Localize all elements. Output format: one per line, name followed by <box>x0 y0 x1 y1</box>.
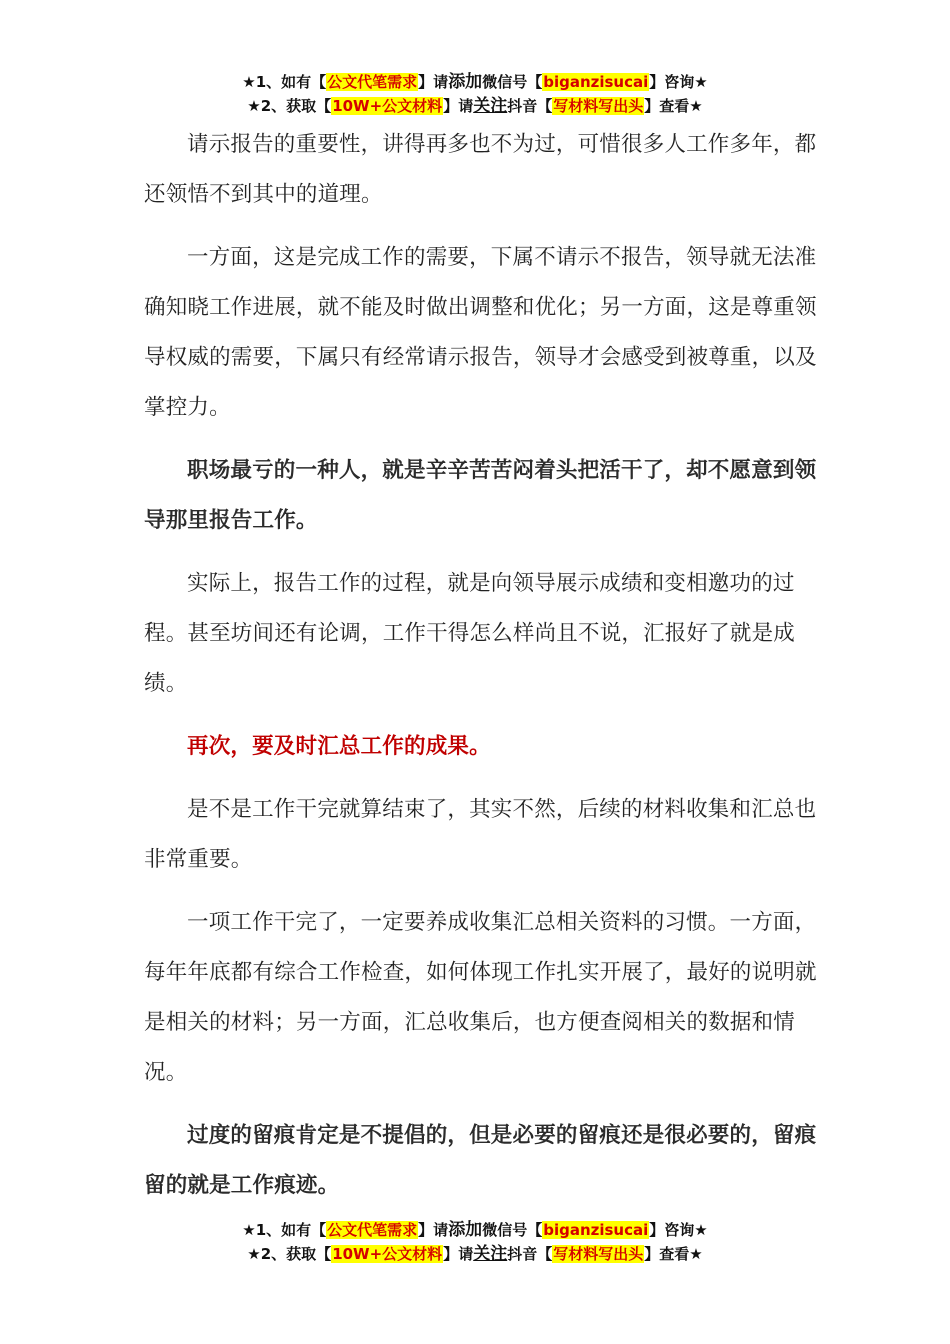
article-body <box>144 120 834 1211</box>
highlight-ghostwriting: 公文代笔需求 <box>327 1221 418 1239</box>
paragraph-4: 实际上，报告工作的过程，就是向领导展示成绩和变相邀功的过程。甚至坊间还有论调，工作干得怎么样尚且不说，汇报好了就是成绩。 <box>144 571 796 696</box>
highlight-materials: 10W+公文材料 <box>332 1245 443 1263</box>
paragraph-3-emphasis: 职场最亏的一种人，就是辛辛苦苦闷着头把活干了，却不愿意到领导那里报告工作。 <box>144 458 817 533</box>
highlight-douyin-account: 写材料写出头 <box>553 1245 644 1263</box>
footer-promo-line-2: ★2、获取【10W+公文材料】请关注抖音【写材料写出头】查看★ <box>247 1244 703 1264</box>
footer-promo-line-1: ★1、如有【公文代笔需求】请添加微信号【biganzisucai】咨询★ <box>242 1220 708 1240</box>
paragraph-7: 一项工作干完了，一定要养成收集汇总相关资料的习惯。一方面，每年年底都有综合工作检查，如何体现工作扎实开展了，最好的说明就是相关的材料；另一方面，汇总收集后，也方便查阅相关的数据和情况。 <box>144 910 817 1085</box>
star-icon: ★ <box>247 1245 261 1263</box>
highlight-ghostwriting: 公文代笔需求 <box>327 73 418 91</box>
highlight-materials: 10W+公文材料 <box>332 97 443 115</box>
paragraph-6: 是不是工作干完就算结束了，其实不然，后续的材料收集和汇总也非常重要。 <box>144 797 817 872</box>
highlight-douyin-account: 写材料写出头 <box>553 97 644 115</box>
paragraph-1: 请示报告的重要性，讲得再多也不为过，可惜很多人工作多年，都还领悟不到其中的道理。 <box>144 132 817 207</box>
highlight-wechat-id: biganzisucai <box>543 73 649 91</box>
highlight-wechat-id: biganzisucai <box>543 1221 649 1239</box>
header-promo-line-1: ★1、如有【公文代笔需求】请添加微信号【biganzisucai】咨询★ <box>242 72 708 92</box>
star-icon: ★ <box>242 1221 256 1239</box>
star-icon: ★ <box>242 73 256 91</box>
star-icon: ★ <box>247 97 261 115</box>
paragraph-2: 一方面，这是完成工作的需要，下属不请示不报告，领导就无法准确知晓工作进展，就不能及时做出调整和优化；另一方面，这是尊重领导权威的需要，下属只有经常请示报告，领导才会感受到被尊重，以及掌控力。 <box>144 245 817 420</box>
section-heading: 再次，要及时汇总工作的成果。 <box>187 734 491 759</box>
header-promo-line-2: ★2、获取【10W+公文材料】请关注抖音【写材料写出头】查看★ <box>247 96 703 116</box>
paragraph-8-emphasis: 过度的留痕肯定是不提倡的，但是必要的留痕还是很必要的，留痕留的就是工作痕迹。 <box>144 1123 817 1198</box>
